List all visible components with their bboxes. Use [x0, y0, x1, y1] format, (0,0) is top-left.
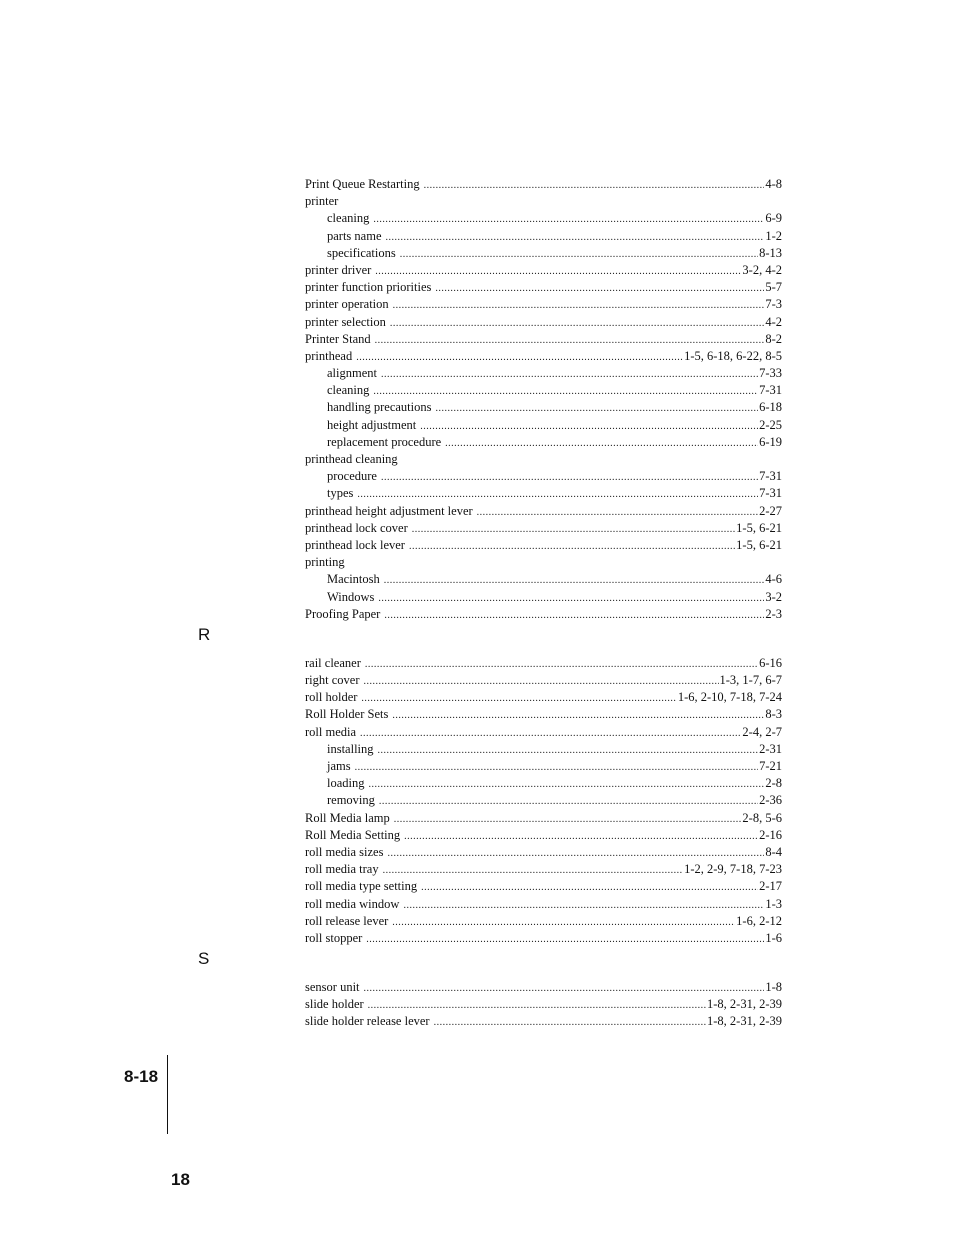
index-term: roll stopper — [305, 930, 363, 945]
index-term: printer driver — [305, 262, 372, 277]
index-term: slide holder release lever — [305, 1014, 430, 1029]
index-page-refs: 1-5, 6-18, 6-22, 8-5 — [684, 348, 782, 363]
index-page-refs: 1-8, 2-31, 2-39 — [707, 997, 782, 1012]
index-term: types — [327, 486, 354, 501]
index-page-refs: 2-3 — [765, 606, 782, 621]
index-page-refs: 2-36 — [759, 793, 782, 808]
dot-leader — [361, 690, 676, 707]
index-term: printer function priorities — [305, 280, 432, 295]
dot-leader — [384, 572, 765, 589]
index-page-refs: 7-31 — [759, 469, 782, 484]
dot-leader — [381, 366, 758, 383]
index-page-refs: 8-4 — [765, 844, 782, 859]
index-page-refs: 8-13 — [759, 245, 782, 260]
index-subentry — [305, 571, 782, 588]
dot-leader — [364, 980, 765, 997]
index-page-refs: 2-4, 2-7 — [742, 724, 782, 739]
dot-leader — [378, 742, 759, 759]
dot-leader — [360, 725, 741, 742]
index-entry — [305, 296, 782, 313]
index-term: roll media — [305, 724, 357, 739]
index-subentry — [305, 589, 782, 606]
index-term: printhead — [305, 348, 353, 363]
index-term: roll media window — [305, 896, 400, 911]
chapter-page-label: 8-18 — [124, 1067, 159, 1086]
index-page-refs: 1-8, 2-31, 2-39 — [707, 1014, 782, 1029]
index-term: specifications — [327, 245, 396, 260]
index-entry — [305, 262, 782, 279]
index-page-refs: 2-25 — [759, 417, 782, 432]
index-term: roll media sizes — [305, 844, 384, 859]
dot-leader — [365, 656, 758, 673]
dot-leader — [394, 811, 742, 828]
index-page-refs: 2-16 — [759, 827, 782, 842]
dot-leader — [412, 521, 735, 538]
margin-rule — [167, 1055, 168, 1134]
index-entry — [305, 314, 782, 331]
dot-leader — [392, 707, 764, 724]
index-entry — [305, 810, 782, 827]
index-term: alignment — [327, 366, 377, 381]
index-term: handling precautions — [327, 400, 432, 415]
index-term: installing — [327, 741, 374, 756]
index-entry — [305, 176, 782, 193]
index-term: jams — [327, 759, 351, 773]
index-term: Printer Stand — [305, 331, 371, 346]
index-page-refs: 7-3 — [765, 297, 782, 312]
index-term: right cover — [305, 673, 360, 688]
index-term: slide holder — [305, 997, 364, 1012]
index-subentry — [305, 417, 782, 434]
index-page-refs: 2-8 — [765, 776, 782, 791]
dot-leader — [383, 862, 684, 879]
index-page-refs: 6-16 — [759, 655, 782, 670]
dot-leader — [421, 879, 758, 896]
dot-leader — [364, 673, 719, 690]
index-entry — [305, 930, 782, 947]
index-subentry — [305, 228, 782, 245]
dot-leader — [390, 315, 764, 332]
dot-leader — [373, 383, 758, 400]
index-term: Roll Media Setting — [305, 827, 401, 842]
index-subentry — [305, 210, 782, 227]
dot-leader — [373, 211, 764, 228]
index-term: Roll Media lamp — [305, 810, 390, 825]
index-page-refs: 7-31 — [759, 383, 782, 398]
index-term: printhead cleaning — [305, 452, 398, 466]
dot-leader — [404, 828, 758, 845]
dot-leader — [435, 280, 764, 297]
index-term: Print Queue Restarting — [305, 177, 420, 191]
index-page-refs: 1-3 — [765, 896, 782, 911]
index-term: cleaning — [327, 383, 370, 398]
index-term: printer operation — [305, 297, 389, 312]
index-entry — [305, 451, 782, 468]
dot-leader — [368, 997, 706, 1014]
index-page-refs: 1-5, 6-21 — [736, 537, 782, 552]
index-entry — [305, 689, 782, 706]
index-block-p — [305, 176, 782, 623]
index-entry — [305, 655, 782, 672]
index-entry — [305, 979, 782, 996]
index-term: procedure — [327, 469, 377, 484]
index-page-refs: 3-2, 4-2 — [742, 262, 782, 277]
dot-leader — [381, 469, 758, 486]
index-page-refs: 4-8 — [765, 177, 782, 191]
index-page-refs: 1-2 — [765, 228, 782, 243]
index-block-s — [305, 979, 782, 1031]
dot-leader — [355, 759, 758, 776]
index-page-refs: 7-31 — [759, 486, 782, 501]
index-term: roll release lever — [305, 913, 389, 928]
dot-leader — [436, 400, 759, 417]
index-entry — [305, 724, 782, 741]
index-term: replacement procedure — [327, 434, 442, 449]
dot-leader — [445, 435, 758, 452]
index-page-refs: 6-19 — [759, 434, 782, 449]
index-entry — [305, 827, 782, 844]
index-term: printing — [305, 555, 345, 570]
page-number: 18 — [171, 1170, 190, 1189]
index-page-refs: 1-6, 2-10, 7-18, 7-24 — [677, 690, 782, 705]
index-page-refs: 4-2 — [765, 314, 782, 329]
index-entry — [305, 193, 782, 210]
index-page-refs: 8-2 — [765, 331, 782, 346]
index-entry — [305, 520, 782, 537]
index-term: rail cleaner — [305, 655, 361, 670]
dot-leader — [384, 607, 764, 624]
index-page-refs: 5-7 — [765, 280, 782, 295]
index-block-r — [305, 655, 782, 947]
index-term: printer — [305, 194, 339, 209]
index-term: loading — [327, 776, 365, 791]
dot-leader — [424, 177, 765, 194]
dot-leader — [375, 332, 765, 349]
index-term: height adjustment — [327, 417, 417, 432]
dot-leader — [356, 349, 683, 366]
index-term: Windows — [327, 589, 375, 604]
dot-leader — [477, 504, 758, 521]
dot-leader — [366, 931, 764, 948]
index-entry — [305, 537, 782, 554]
index-term: removing — [327, 793, 375, 808]
index-subentry — [305, 775, 782, 792]
index-term: printhead lock lever — [305, 537, 405, 552]
dot-leader — [375, 263, 741, 280]
index-entry — [305, 348, 782, 365]
index-page-refs: 6-9 — [765, 211, 782, 226]
dot-leader — [403, 897, 764, 914]
index-term: printhead lock cover — [305, 520, 408, 535]
index-subentry — [305, 245, 782, 262]
index-page-refs: 7-21 — [759, 759, 782, 773]
index-page-refs: 4-6 — [765, 572, 782, 587]
index-column — [305, 176, 782, 1031]
index-page-refs: 1-5, 6-21 — [736, 520, 782, 535]
index-entry — [305, 672, 782, 689]
index-entry — [305, 896, 782, 913]
index-page-refs: 1-6 — [765, 930, 782, 945]
index-term: Macintosh — [327, 572, 380, 587]
index-page-refs: 6-18 — [759, 400, 782, 415]
index-subentry — [305, 399, 782, 416]
index-entry — [305, 606, 782, 623]
index-page-refs: 1-6, 2-12 — [736, 913, 782, 928]
index-entry — [305, 913, 782, 930]
index-subentry — [305, 792, 782, 809]
dot-leader — [393, 297, 765, 314]
dot-leader — [420, 418, 758, 435]
index-term: roll media type setting — [305, 879, 418, 894]
index-term: Roll Holder Sets — [305, 707, 389, 722]
dot-leader — [379, 793, 758, 810]
index-term: sensor unit — [305, 980, 360, 995]
index-term: roll media tray — [305, 862, 379, 877]
index-page-refs: 7-33 — [759, 366, 782, 381]
index-term: roll holder — [305, 690, 358, 705]
index-subentry — [305, 485, 782, 502]
index-page-refs: 2-17 — [759, 879, 782, 894]
index-term: parts name — [327, 228, 382, 243]
dot-leader — [392, 914, 735, 931]
dot-leader — [357, 486, 758, 503]
dot-leader — [387, 845, 764, 862]
index-entry — [305, 503, 782, 520]
index-page-refs: 2-8, 5-6 — [742, 810, 782, 825]
index-subentry — [305, 468, 782, 485]
index-page-refs: 1-8 — [765, 980, 782, 995]
index-subentry — [305, 434, 782, 451]
dot-leader — [369, 776, 765, 793]
index-subentry — [305, 365, 782, 382]
index-term: Proofing Paper — [305, 606, 381, 621]
index-entry — [305, 1013, 782, 1030]
index-entry — [305, 554, 782, 571]
dot-leader — [400, 246, 758, 263]
index-page-refs: 1-2, 2-9, 7-18, 7-23 — [684, 862, 782, 877]
dot-leader — [434, 1014, 706, 1031]
index-page-refs: 2-31 — [759, 741, 782, 756]
index-page-refs: 1-3, 1-7, 6-7 — [719, 673, 782, 688]
index-term: printer selection — [305, 314, 386, 329]
index-entry — [305, 279, 782, 296]
dot-leader — [378, 590, 764, 607]
dot-leader — [409, 538, 735, 555]
index-entry — [305, 706, 782, 723]
index-entry — [305, 331, 782, 348]
index-page-refs: 3-2 — [765, 589, 782, 604]
index-page-refs: 2-27 — [759, 503, 782, 518]
index-subentry — [305, 758, 782, 775]
index-entry — [305, 844, 782, 861]
dot-leader — [386, 229, 765, 246]
index-page-refs: 8-3 — [765, 707, 782, 722]
section-letter-r: R — [198, 624, 211, 644]
index-subentry — [305, 382, 782, 399]
index-entry — [305, 861, 782, 878]
index-term: cleaning — [327, 211, 370, 226]
index-entry — [305, 878, 782, 895]
index-term: printhead height adjustment lever — [305, 503, 473, 518]
section-letter-s: S — [198, 949, 210, 969]
index-subentry — [305, 741, 782, 758]
index-entry — [305, 996, 782, 1013]
